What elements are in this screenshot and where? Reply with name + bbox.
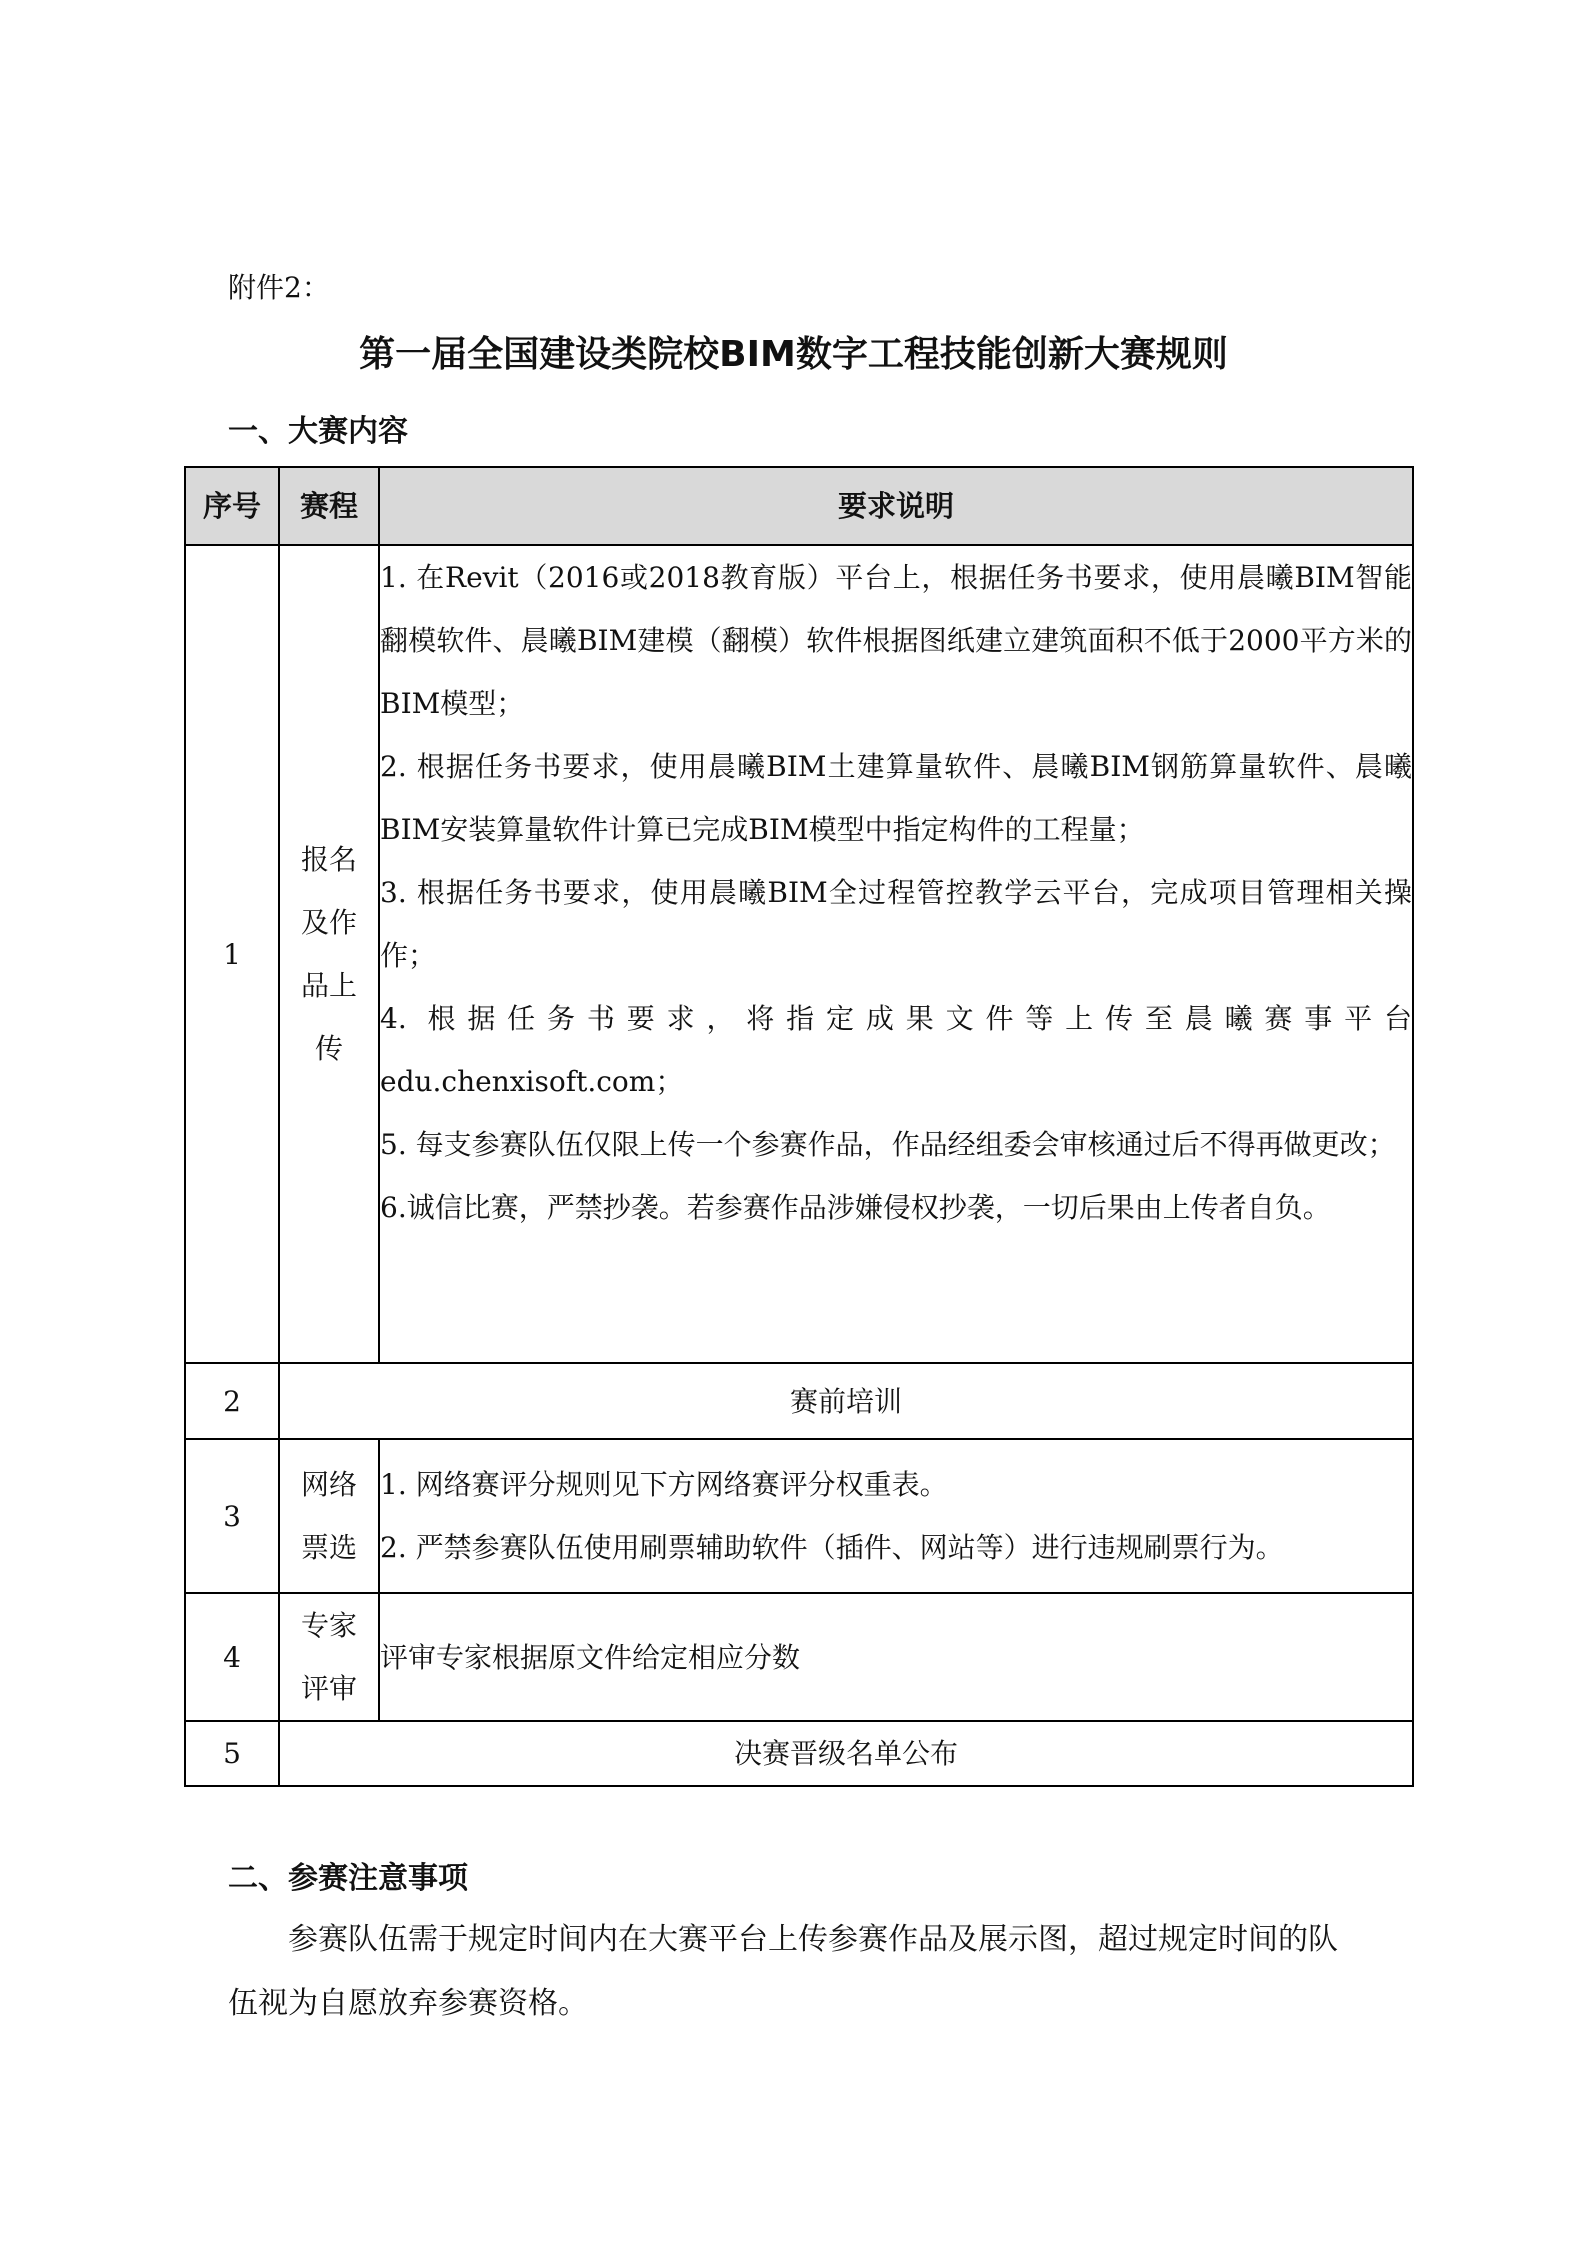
section-heading-contest-content: 一、大赛内容	[228, 414, 408, 449]
requirement-cell	[379, 545, 1413, 1363]
row-number: 1	[185, 545, 279, 1363]
rules-table	[184, 466, 1414, 1787]
requirement-item: 1. 在Revit（2016或2018教育版）平台上，根据任务书要求，使用晨曦BIM智能翻模软件、晨曦BIM建模（翻模）软件根据图纸建立建筑面积不低于2000平方米的BIM模型；	[380, 561, 1412, 720]
table-row	[185, 1593, 1413, 1721]
stage-cell	[279, 1593, 379, 1721]
header-requirement: 要求说明	[379, 467, 1413, 545]
table-row	[185, 1721, 1413, 1786]
stage-line: 网络	[300, 1468, 357, 1501]
row-number: 3	[185, 1439, 279, 1593]
merged-cell: 决赛晋级名单公布	[279, 1721, 1413, 1786]
requirement-cell	[379, 1593, 1413, 1721]
stage-line: 及作	[300, 906, 357, 939]
table-row	[185, 1439, 1413, 1593]
attachment-label: 附件2：	[228, 271, 330, 304]
table-row	[185, 1363, 1413, 1439]
requirement-item: 2. 根据任务书要求，使用晨曦BIM土建算量软件、晨曦BIM钢筋算量软件、晨曦BIM安装算量软件计算已完成BIM模型中指定构件的工程量；	[380, 750, 1412, 846]
stage-cell	[279, 545, 379, 1363]
row-number: 5	[185, 1721, 279, 1786]
stage-cell	[279, 1439, 379, 1593]
requirement-item: 6.诚信比赛，严禁抄袭。若参赛作品涉嫌侵权抄袭，一切后果由上传者自负。	[380, 1191, 1331, 1224]
requirement-cell	[379, 1439, 1413, 1593]
requirement-item: 2. 严禁参赛队伍使用刷票辅助软件（插件、网站等）进行违规刷票行为。	[380, 1531, 1284, 1564]
stage-line: 票选	[300, 1531, 357, 1564]
header-stage: 赛程	[279, 467, 379, 545]
requirement-item: 4. 根据任务书要求，将指定成果文件等上传至晨曦赛事平台edu.chenxisoft.com；	[380, 1002, 1412, 1098]
merged-cell: 赛前培训	[279, 1363, 1413, 1439]
requirement-item: 5. 每支参赛队伍仅限上传一个参赛作品，作品经组委会审核通过后不得再做更改；	[380, 1128, 1396, 1161]
table-header-row	[185, 467, 1413, 545]
stage-line: 品上	[300, 969, 357, 1002]
requirement-item: 评审专家根据原文件给定相应分数	[380, 1640, 801, 1674]
notes-paragraph: 参赛队伍需于规定时间内在大赛平台上传参赛作品及展示图，超过规定时间的队伍视为自愿放弃参赛资格。	[228, 1922, 1338, 2021]
document-title: 第一届全国建设类院校BIM数字工程技能创新大赛规则	[359, 334, 1228, 375]
section-heading-notes: 二、参赛注意事项	[228, 1861, 468, 1896]
row-number: 2	[185, 1363, 279, 1439]
requirement-item: 1. 网络赛评分规则见下方网络赛评分权重表。	[380, 1468, 948, 1501]
table-row	[185, 545, 1413, 1363]
stage-line: 专家	[300, 1609, 357, 1642]
stage-line: 评审	[300, 1672, 357, 1705]
row-number: 4	[185, 1593, 279, 1721]
stage-line: 传	[314, 1032, 343, 1065]
requirement-item: 3. 根据任务书要求，使用晨曦BIM全过程管控教学云平台，完成项目管理相关操作；	[380, 876, 1412, 972]
stage-line: 报名	[300, 843, 357, 876]
header-no: 序号	[185, 467, 279, 545]
